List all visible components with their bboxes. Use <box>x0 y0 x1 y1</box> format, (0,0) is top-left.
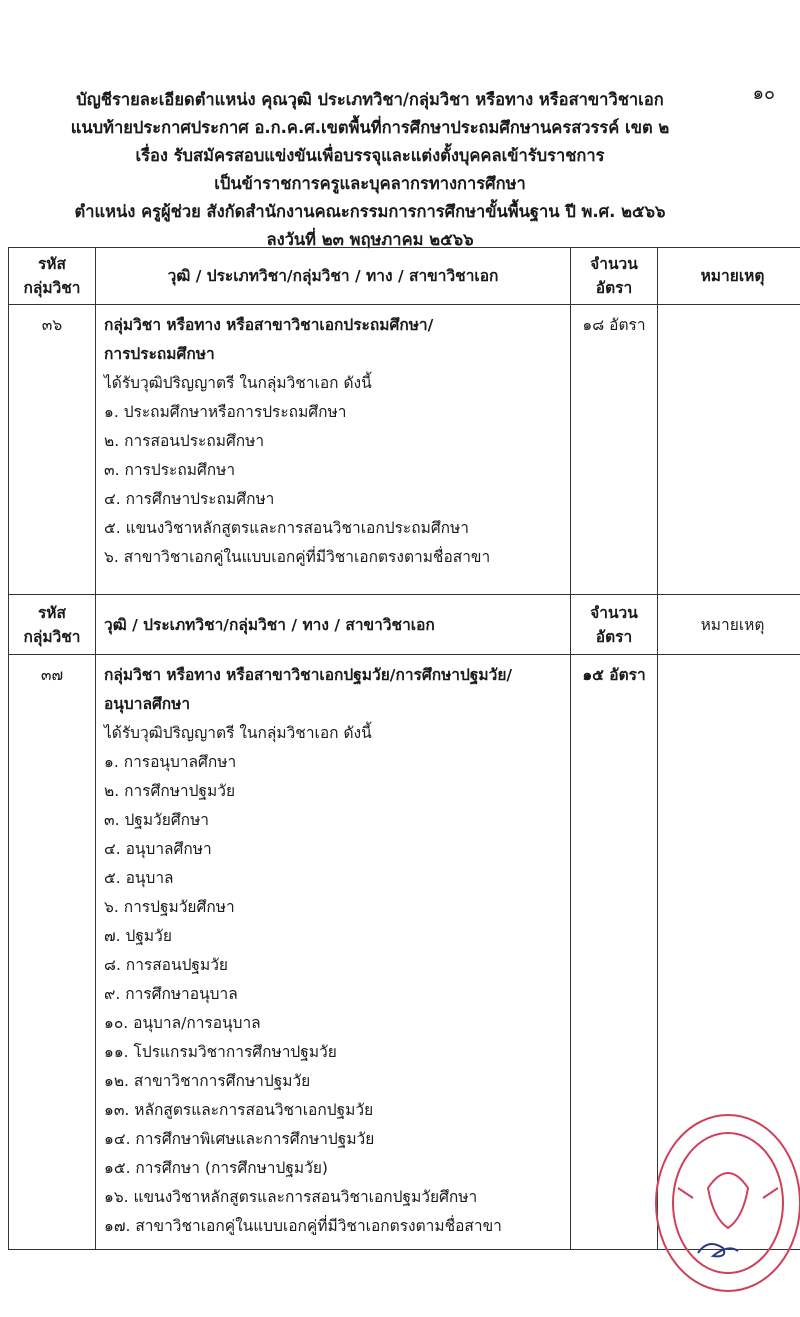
list-item: ๗. ปฐมวัย <box>104 927 172 945</box>
table-header <box>9 595 800 655</box>
row-count: ๑๕ อัตรา <box>571 655 658 1250</box>
row-subject <box>96 655 571 1250</box>
page-number: ๑๐ <box>752 83 775 104</box>
list-item: ๑. การอนุบาลศึกษา <box>104 753 237 771</box>
header-code-line2: กลุ่มวิชา <box>23 627 81 646</box>
header-count <box>571 248 658 305</box>
row-title: อนุบาลศึกษา <box>104 695 191 713</box>
list-item: ๒. การศึกษาปฐมวัย <box>104 782 236 800</box>
heading-line: ลงวันที่ ๒๓ พฤษภาคม ๒๕๖๖ <box>266 230 474 249</box>
list-item: ๑๗. สาขาวิชาเอกคู่ในแบบเอกคู่ที่มีวิชาเอกตรงตามชื่อสาขา <box>104 1217 502 1235</box>
row-subject <box>96 305 571 595</box>
list-item: ๑๑. โปรแกรมวิชาการศึกษาปฐมวัย <box>104 1043 337 1061</box>
row-intro: ได้รับวุฒิปริญญาตรี ในกลุ่มวิชาเอก ดังนี้ <box>104 374 372 392</box>
header-remark: หมายเหตุ <box>658 595 800 655</box>
header-code-line1: รหัส <box>37 603 66 622</box>
header-subject: วุฒิ / ประเภทวิชา/กลุ่มวิชา / ทาง / สาขาวิชาเอก <box>96 248 571 305</box>
list-item: ๕. แขนงวิชาหลักสูตรและการสอนวิชาเอกประถมศึกษา <box>104 519 469 537</box>
header-remark: หมายเหตุ <box>658 248 800 305</box>
header-count-line2: อัตรา <box>595 279 633 297</box>
row-title: การประถมศึกษา <box>104 345 215 363</box>
list-item: ๖. การปฐมวัยศึกษา <box>104 898 235 916</box>
header-count-line1: จำนวน <box>590 603 638 622</box>
row-code: ๓๖ <box>9 305 96 595</box>
row-code: ๓๗ <box>9 655 96 1250</box>
row-title: กลุ่มวิชา หรือทาง หรือสาขาวิชาเอกปฐมวัย/การศึกษาปฐมวัย/ <box>104 666 513 684</box>
header-code-line2: กลุ่มวิชา <box>23 279 81 297</box>
official-seal-stamp <box>648 1108 800 1308</box>
header-code <box>9 248 96 305</box>
list-item: ๑. ประถมศึกษาหรือการประถมศึกษา <box>104 403 347 421</box>
list-item: ๑๐. อนุบาล/การอนุบาล <box>104 1014 261 1032</box>
document-heading <box>0 86 740 254</box>
heading-line: เรื่อง รับสมัครสอบแข่งขันเพื่อบรรจุและแต่งตั้งบุคคลเข้ารับราชการ <box>135 146 605 165</box>
heading-line: แนบท้ายประกาศประกาศ อ.ก.ค.ศ.เขตพื้นที่การศึกษาประถมศึกษานครสวรรค์ เขต ๒ <box>70 118 670 137</box>
header-count-line1: จำนวน <box>590 255 638 273</box>
header-code-line1: รหัส <box>37 255 66 273</box>
list-item: ๕. อนุบาล <box>104 869 174 887</box>
list-item: ๑๓. หลักสูตรและการสอนวิชาเอกปฐมวัย <box>104 1101 374 1119</box>
list-item: ๖. สาขาวิชาเอกคู่ในแบบเอกคู่ที่มีวิชาเอกตรงตามชื่อสาขา <box>104 548 491 566</box>
list-item: ๑๔. การศึกษาพิเศษและการศึกษาปฐมวัย <box>104 1130 375 1148</box>
row-count: ๑๘ อัตรา <box>571 305 658 595</box>
heading-line: บัญชีรายละเอียดตำแหน่ง คุณวุฒิ ประเภทวิชา/กลุ่มวิชา หรือทาง หรือสาขาวิชาเอก <box>76 90 664 109</box>
list-item: ๓. การประถมศึกษา <box>104 461 236 479</box>
list-item: ๒. การสอนประถมศึกษา <box>104 432 265 450</box>
item-list <box>104 748 570 1241</box>
header-code <box>9 595 96 655</box>
positions-table <box>8 247 800 1250</box>
row-title: กลุ่มวิชา หรือทาง หรือสาขาวิชาเอกประถมศึกษา/ <box>104 316 434 334</box>
list-item: ๑๖. แขนงวิชาหลักสูตรและการสอนวิชาเอกปฐมวัยศึกษา <box>104 1188 478 1206</box>
heading-line: ตำแหน่ง ครูผู้ช่วย สังกัดสำนักงานคณะกรรมการการศึกษาขั้นพื้นฐาน ปี พ.ศ. ๒๕๖๖ <box>74 202 666 221</box>
row-intro: ได้รับวุฒิปริญญาตรี ในกลุ่มวิชาเอก ดังนี้ <box>104 724 372 742</box>
list-item: ๘. การสอนปฐมวัย <box>104 956 228 974</box>
header-count-line2: อัตรา <box>595 627 633 646</box>
list-item: ๔. อนุบาลศึกษา <box>104 840 212 858</box>
list-item: ๔. การศึกษาประถมศึกษา <box>104 490 275 508</box>
header-count <box>571 595 658 655</box>
list-item: ๑๕. การศึกษา (การศึกษาปฐมวัย) <box>104 1159 328 1177</box>
list-item: ๙. การศึกษาอนุบาล <box>104 985 238 1003</box>
list-item: ๑๒. สาขาวิชาการศึกษาปฐมวัย <box>104 1072 311 1090</box>
table-header <box>9 248 800 305</box>
item-list <box>104 398 570 572</box>
header-subject: วุฒิ / ประเภทวิชา/กลุ่มวิชา / ทาง / สาขาวิชาเอก <box>96 595 571 655</box>
row-remark <box>658 305 800 595</box>
heading-line: เป็นข้าราชการครูและบุคลากรทางการศึกษา <box>214 174 526 193</box>
table-row <box>9 305 800 595</box>
list-item: ๓. ปฐมวัยศึกษา <box>104 811 209 829</box>
